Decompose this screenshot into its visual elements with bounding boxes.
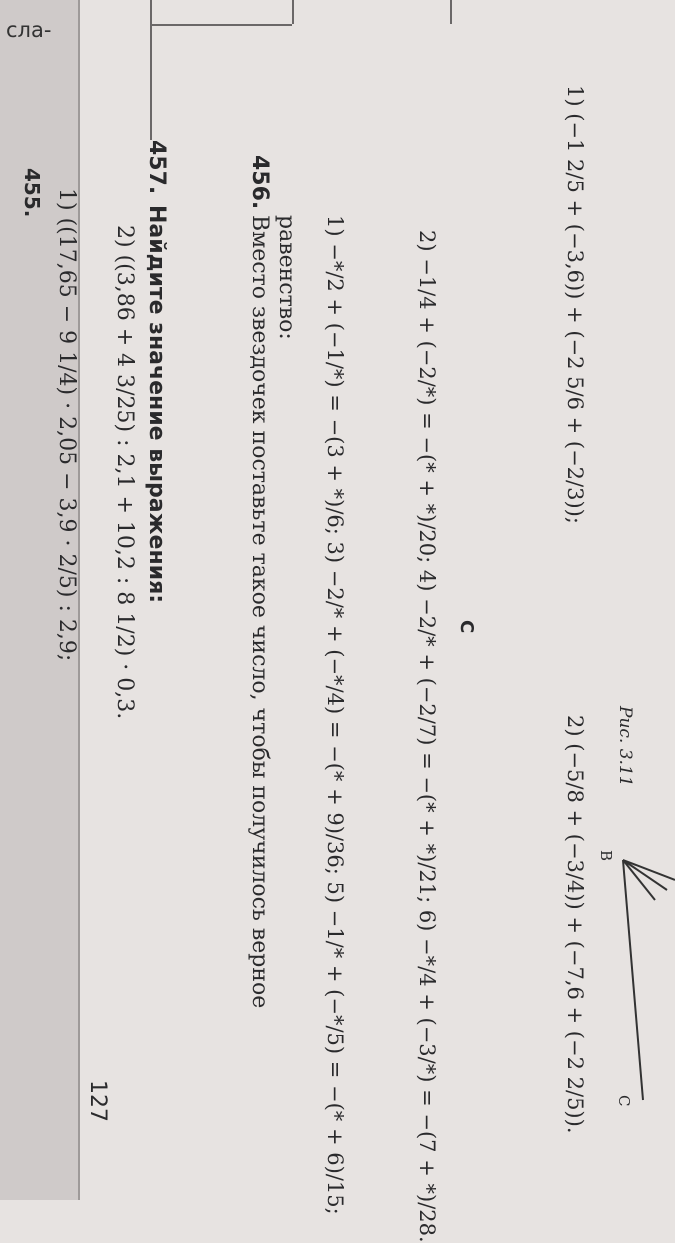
problem-456-text-line1: Вместо звездочек поставьте такое число, чтобы получилось верное (247, 215, 272, 1009)
left-margin-text: сла- (6, 18, 52, 42)
problem-457-title: Найдите значение выражения: (144, 205, 169, 603)
problem-455-item1: 1) ((17,65 − 9 1/4) · 2,05 − 3,9 · 2/5) : 2,9; (54, 188, 79, 662)
problem-456-text-line2: равенство: (274, 215, 299, 340)
figure-label-c: C (615, 1095, 633, 1107)
figure-3-11 (525, 700, 675, 1120)
problem-456-row2: 2) −1/4 + (−2/*) = −(* + *)/20; 4) −2/* + (−2/7) = −(* + *)/21; 6) −*/4 + (−3/*) = −(7 + *)/28. (415, 230, 439, 1243)
problem-455-number: 455. (20, 168, 44, 218)
problem-457-item2: 2) (−5/8 + (−3/4)) + (−7,6 + (−2 2/5)). (563, 715, 587, 1134)
problem-456-number: 456. (247, 155, 272, 210)
figure-label-b: B (597, 850, 615, 862)
figure-drawing (525, 700, 675, 1120)
problem-457-item1: 1) (−1 2/5 + (−3,6)) + (−2 5/6 + (−2/3)); (563, 85, 587, 524)
problem-457-number: 457. (144, 140, 169, 195)
figure-caption: Рис. 3.11 (615, 706, 635, 787)
problem-455-item2: 2) ((3,86 + 4 3/25) : 2,1 + 10,2 : 8 1/2) · 0,3. (112, 225, 137, 720)
problem-456-row1: 1) −*/2 + (−1/*) = −(3 + *)/6; 3) −2/* + (−*/4) = −(* + 9)/36; 5) −1/* + (−*/5) = −(* + 6)/15; (323, 215, 347, 1215)
page-number: 127 (85, 1080, 110, 1122)
level-marker: C (456, 620, 477, 634)
